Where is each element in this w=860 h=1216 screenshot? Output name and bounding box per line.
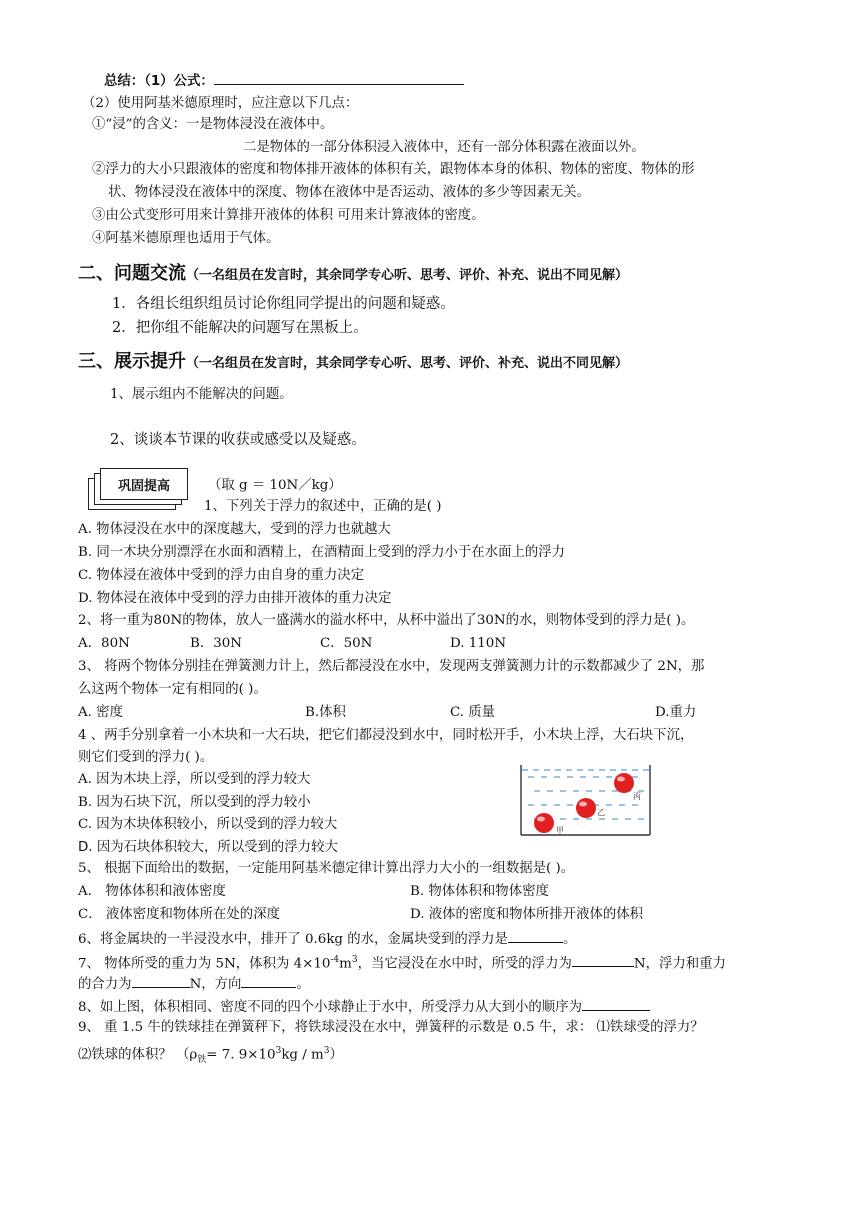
section-2-note: （一名组员在发言时，其余同学专心听、思考、评价、补充、说出不同见解） <box>186 268 629 283</box>
q3-option-a[interactable]: A. 密度 <box>78 705 123 720</box>
q7-unit-exp: 3 <box>351 955 358 965</box>
q3-option-c[interactable]: C. 质量 <box>450 705 496 720</box>
q9-rho-sub: 铁 <box>197 1055 207 1066</box>
section-2-item-2: 2．把你组不能解决的问题写在黑板上。 <box>112 320 368 336</box>
q7-line-1 <box>78 950 726 974</box>
beaker-figure <box>518 765 653 837</box>
q3-stem-1: 3、 将两个物体分别挂在弹簧测力计上，然后都浸没在水中，发现两支弹簧测力计的示数都减少了 2N，那 <box>78 659 705 674</box>
q4-option-d[interactable]: D. 因为石块体积较大，所以受到的浮力较大 <box>78 840 338 855</box>
summary-formula-line <box>104 70 464 92</box>
summary-formula-label: 总结：（1）公式： <box>104 74 214 89</box>
q9-text-b: = 7. 9×10 <box>206 1047 276 1063</box>
q9-text-d: ） <box>329 1047 343 1063</box>
g-note: （取 g ＝ 10N／kg） <box>208 478 342 493</box>
q5-stem: 5、 根据下面给出的数据，一定能用阿基米德定律计算出浮力大小的一组数据是( )。 <box>78 861 575 876</box>
q7-text-f: 。 <box>296 977 310 992</box>
q8-stem: 8、如上图，体积相同、密度不同的四个小球静止于水中，所受浮力从大到小的顺序为 <box>78 1000 582 1015</box>
q5-option-b[interactable]: B. 物体体积和物体密度 <box>410 884 549 899</box>
q4-stem-1: 4 、两手分别拿着一小木块和一大石块，把它们都浸没到水中，同时松开手，小木块上浮，大石块下沉， <box>78 728 694 743</box>
q5-option-a[interactable]: A． 物体体积和液体密度 <box>78 884 226 899</box>
q1-stem: 1、下列关于浮力的叙述中，正确的是( ) <box>204 499 442 514</box>
q3-option-d[interactable]: D.重力 <box>655 705 697 720</box>
q2-option-b[interactable]: B．30N <box>190 636 242 651</box>
q6-line <box>78 928 576 950</box>
practice-stamp <box>88 468 198 510</box>
q8-line <box>78 996 650 1018</box>
note-2b: 状、物体浸没在液体中的深度、物体在液体中是否运动、液体的多少等因素无关。 <box>108 185 591 200</box>
section-3-title: 三、展示提升 <box>78 351 186 372</box>
q3-stem-2: 么这两个物体一定有相同的( )。 <box>78 682 267 697</box>
q7-exp: -4 <box>330 955 340 965</box>
q7-unit: m <box>339 956 352 972</box>
note-2a: ②浮力的大小只跟液体的密度和物体排开液体的体积有关，跟物体本身的体积、物体的密度、物体的形 <box>92 162 695 177</box>
q7-buoyancy-blank[interactable] <box>572 952 634 967</box>
ball-jia <box>534 813 554 833</box>
label-jia: 甲 <box>556 826 564 835</box>
q7-text-b: ，当它浸没在水中时，所受的浮力为 <box>357 956 572 972</box>
section-3-item-1: 1、展示组内不能解决的问题。 <box>110 387 293 402</box>
q8-answer-blank[interactable] <box>582 996 650 1011</box>
q9-text-c: kg / m <box>281 1047 324 1063</box>
q7-text-c: N，浮力和重力 <box>633 956 726 972</box>
q1-option-c[interactable]: C. 物体浸在液体中受到的浮力由自身的重力决定 <box>78 568 365 583</box>
q2-option-a[interactable]: A．80N <box>78 636 130 651</box>
ball-bing <box>614 773 634 793</box>
q7-text-d: 的合力为 <box>78 977 132 992</box>
label-bing: 丙 <box>633 792 641 801</box>
q2-stem: 2、将一重为80N的物体，放人一盛满水的溢水杯中，从杯中溢出了30N的水，则物体受到的浮力是( )。 <box>78 613 695 628</box>
q6-end: 。 <box>562 932 577 947</box>
note-1b: 二是物体的一部分体积浸入液体中，还有一部分体积露在液面以外。 <box>243 140 645 155</box>
q5-option-d[interactable]: D. 液体的密度和物体所排开液体的体积 <box>410 907 644 922</box>
section-2-title: 二、问题交流 <box>78 263 186 284</box>
q1-option-b[interactable]: B. 同一木块分别漂浮在水面和酒精上，在酒精面上受到的浮力小于在水面上的浮力 <box>78 545 566 560</box>
q7-resultant-blank[interactable] <box>132 973 190 988</box>
q4-stem-2: 则它们受到的浮力( )。 <box>78 750 214 765</box>
note-1a: ①“浸”的含义：一是物体浸没在液体中。 <box>92 117 334 132</box>
label-yi: 乙 <box>597 808 605 817</box>
q7-direction-blank[interactable] <box>241 973 296 988</box>
section-2-heading <box>78 262 628 288</box>
q9-line-2 <box>78 1041 343 1070</box>
q6-stem: 6、将金属块的一半浸没水中，排开了 0.6kg 的水，金属块受到的浮力是 <box>78 932 508 947</box>
q9-line-1: 9、 重 1.5 牛的铁球挂在弹簧秤下，将铁球浸没在水中，弹簧秤的示数是 0.5 牛，求： ⑴铁球受的浮力？ <box>78 1020 704 1035</box>
section-3-item-2: 2、谈谈本节课的收获或感受以及疑惑。 <box>110 432 366 448</box>
q4-option-c[interactable]: C. 因为木块体积较小，所以受到的浮力较大 <box>78 817 338 832</box>
q9-m-exp: 3 <box>323 1046 330 1056</box>
q4-option-a[interactable]: A. 因为木块上浮，所以受到的浮力较大 <box>78 772 311 787</box>
q5-option-c[interactable]: C． 液体密度和物体所在处的深度 <box>78 907 280 922</box>
q7-line-2 <box>78 973 310 995</box>
section-2-item-1: 1．各组长组织组员讨论你组同学提出的问题和疑惑。 <box>112 296 455 312</box>
q1-option-d[interactable]: D. 物体浸在液体中受到的浮力由排开液体的重力决定 <box>78 591 392 606</box>
section-3-heading <box>78 350 628 376</box>
q4-option-b[interactable]: B. 因为石块下沉，所以受到的浮力较小 <box>78 795 311 810</box>
q6-answer-blank[interactable] <box>508 928 563 943</box>
q3-option-b[interactable]: B.体积 <box>305 705 346 720</box>
q1-option-a[interactable]: A. 物体浸没在水中的深度越大，受到的浮力也就越大 <box>78 522 391 537</box>
formula-blank[interactable] <box>214 70 464 85</box>
section-3-note: （一名组员在发言时，其余同学专心听、思考、评价、补充、说出不同见解） <box>186 356 629 371</box>
q2-option-d[interactable]: D. 110N <box>450 636 507 651</box>
q7-text-e: N，方向 <box>189 977 242 992</box>
ball-yi <box>576 798 596 818</box>
note-4: ④阿基米德原理也适用于气体。 <box>92 231 280 246</box>
practice-stamp-label: 巩固提高 <box>100 468 188 500</box>
note-3: ③由公式变形可用来计算排开液体的体积 可用来计算液体的密度。 <box>92 208 485 223</box>
summary-notes-heading: （2）使用阿基米德原理时，应注意以下几点： <box>82 96 359 111</box>
q7-text-a: 7、 物体所受的重力为 5N，体积为 4×10 <box>78 956 331 972</box>
q2-option-c[interactable]: C．50N <box>320 636 373 651</box>
q9-text-a: ⑵铁球的体积？ （ρ <box>78 1047 198 1063</box>
q9-exp: 3 <box>275 1046 282 1056</box>
